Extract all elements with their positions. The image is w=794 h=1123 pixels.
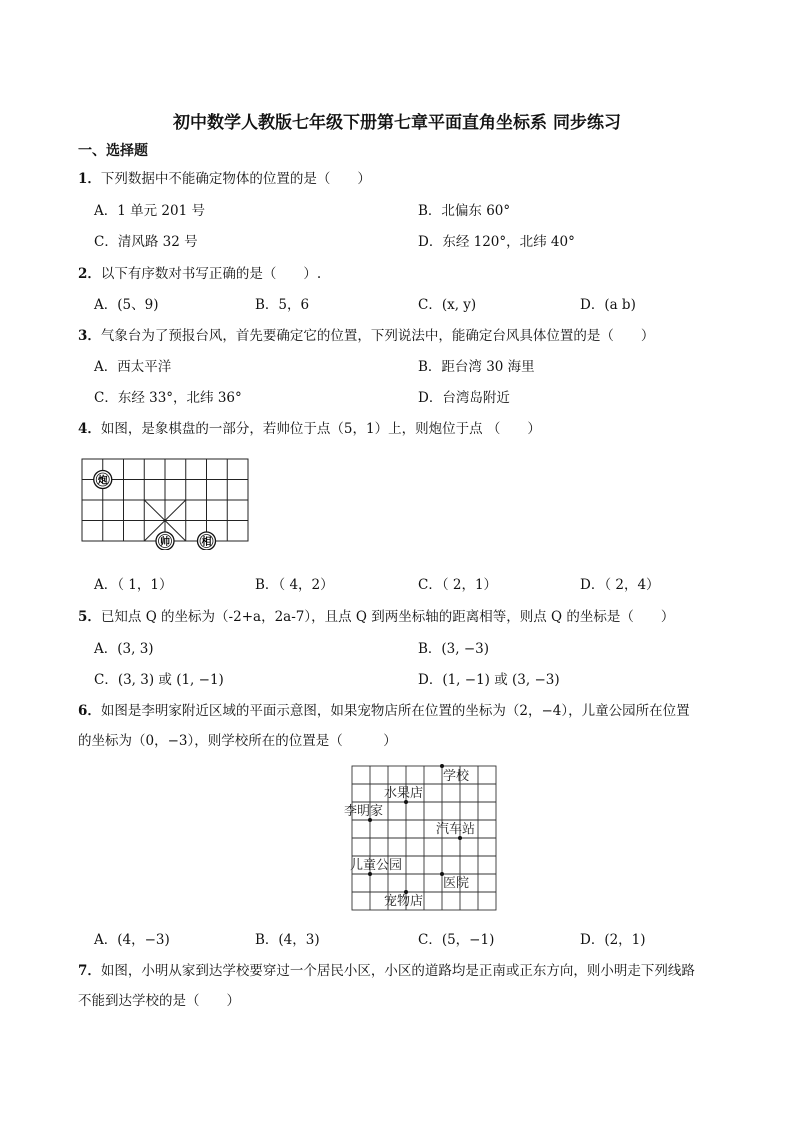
q1-option-b[interactable]: B．北偏东 60°: [418, 203, 511, 219]
q4-option-a[interactable]: A．（ 1，1）: [94, 577, 173, 593]
map-label-bus-station: 汽车站: [436, 822, 476, 837]
q4-option-d[interactable]: D．（ 2，4）: [580, 577, 660, 593]
question-3: [78, 324, 654, 344]
question-7: [78, 959, 695, 979]
map-label-pet-store: 宠物店: [384, 894, 424, 909]
question-text: 如图是李明家附近区域的平面示意图，如果宠物店所在位置的坐标为（2，−4），儿童公园所在位置: [100, 703, 690, 719]
q2-option-b[interactable]: B．5，6: [255, 297, 310, 313]
piece-shuai: [156, 532, 174, 550]
q4-option-b[interactable]: B．（ 4，2）: [255, 577, 334, 593]
q1-option-d[interactable]: D．东经 120°，北纬 40°: [418, 234, 575, 250]
map-figure: [340, 760, 500, 916]
svg-text:炮: 炮: [97, 475, 108, 487]
q3-option-c[interactable]: C．东经 33°，北纬 36°: [94, 390, 242, 406]
q4-option-c[interactable]: C．（ 2，1）: [418, 577, 498, 593]
map-label-fruit-store: 水果店: [384, 786, 424, 801]
question-1: [78, 167, 371, 187]
q5-option-b[interactable]: B．(3, −3): [418, 641, 490, 657]
question-number: 5．: [78, 609, 101, 625]
question-text: 下列数据中不能确定物体的位置的是（ ）: [100, 171, 371, 187]
piece-pao: [94, 471, 112, 489]
question-7-line2: 不能到达学校的是（ ）: [78, 993, 240, 1009]
school-point: [440, 764, 444, 768]
q5-option-c[interactable]: C．(3, 3) 或 (1, −1): [94, 672, 224, 688]
q6-option-b[interactable]: B．(4，3): [255, 932, 320, 948]
question-number: 6．: [78, 703, 101, 719]
q5-option-d[interactable]: D．(1, −1) 或 (3, −3): [418, 672, 560, 688]
q6-option-d[interactable]: D．(2，1): [580, 932, 646, 948]
q2-option-d[interactable]: D．(a b): [580, 297, 636, 313]
question-number: 1．: [78, 171, 101, 187]
page-title: 初中数学人教版七年级下册第七章平面直角坐标系 同步练习: [173, 113, 621, 133]
svg-text:相: 相: [201, 537, 212, 548]
section-heading: 一、选择题: [78, 143, 148, 159]
map-label-hospital: 医院: [443, 876, 470, 891]
map-label-childrens-park: 儿童公园: [350, 858, 403, 873]
q6-option-c[interactable]: C．(5，−1): [418, 932, 495, 948]
question-2: [78, 262, 321, 282]
question-text: 如图，是象棋盘的一部分，若帅位于点（5，1）上，则炮位于点 （ ）: [100, 421, 541, 437]
svg-text:帅: 帅: [160, 537, 170, 548]
map-label-liming-home: 李明家: [344, 804, 384, 819]
question-text: 已知点 Q 的坐标为（-2+a，2a-7），且点 Q 到两坐标轴的距离相等，则点 Q 的坐标是（ ）: [100, 609, 675, 625]
question-number: 7．: [78, 963, 101, 979]
question-number: 4．: [78, 421, 101, 437]
q6-option-a[interactable]: A．(4，−3): [94, 932, 170, 948]
question-5: [78, 605, 674, 625]
chessboard-figure: [80, 455, 252, 550]
question-number: 3．: [78, 328, 101, 344]
q1-option-a[interactable]: A．1 单元 201 号: [94, 203, 205, 219]
q1-option-c[interactable]: C．清风路 32 号: [94, 234, 198, 250]
piece-xiang: [198, 532, 216, 550]
q3-option-a[interactable]: A．西太平洋: [94, 359, 172, 375]
q5-option-a[interactable]: A．(3, 3): [94, 641, 154, 657]
question-4: [78, 417, 541, 437]
question-number: 2．: [78, 266, 101, 282]
question-text: 气象台为了预报台风，首先要确定它的位置，下列说法中，能确定台风具体位置的是（ ）: [100, 328, 655, 344]
q3-option-d[interactable]: D．台湾岛附近: [418, 390, 510, 406]
question-text: 如图，小明从家到达学校要穿过一个居民小区，小区的道路均是正南或正东方向，则小明走下列线路: [100, 963, 695, 979]
q2-option-a[interactable]: A．(5、9): [94, 297, 159, 313]
q2-option-c[interactable]: C．(x, y): [418, 297, 477, 313]
question-6-line2: 的坐标为（0，−3），则学校所在的位置是（ ）: [78, 733, 397, 749]
question-text: 以下有序数对书写正确的是（ ）.: [100, 266, 322, 282]
question-6: [78, 699, 690, 719]
map-label-school: 学校: [443, 769, 470, 784]
q3-option-b[interactable]: B．距台湾 30 海里: [418, 359, 535, 375]
